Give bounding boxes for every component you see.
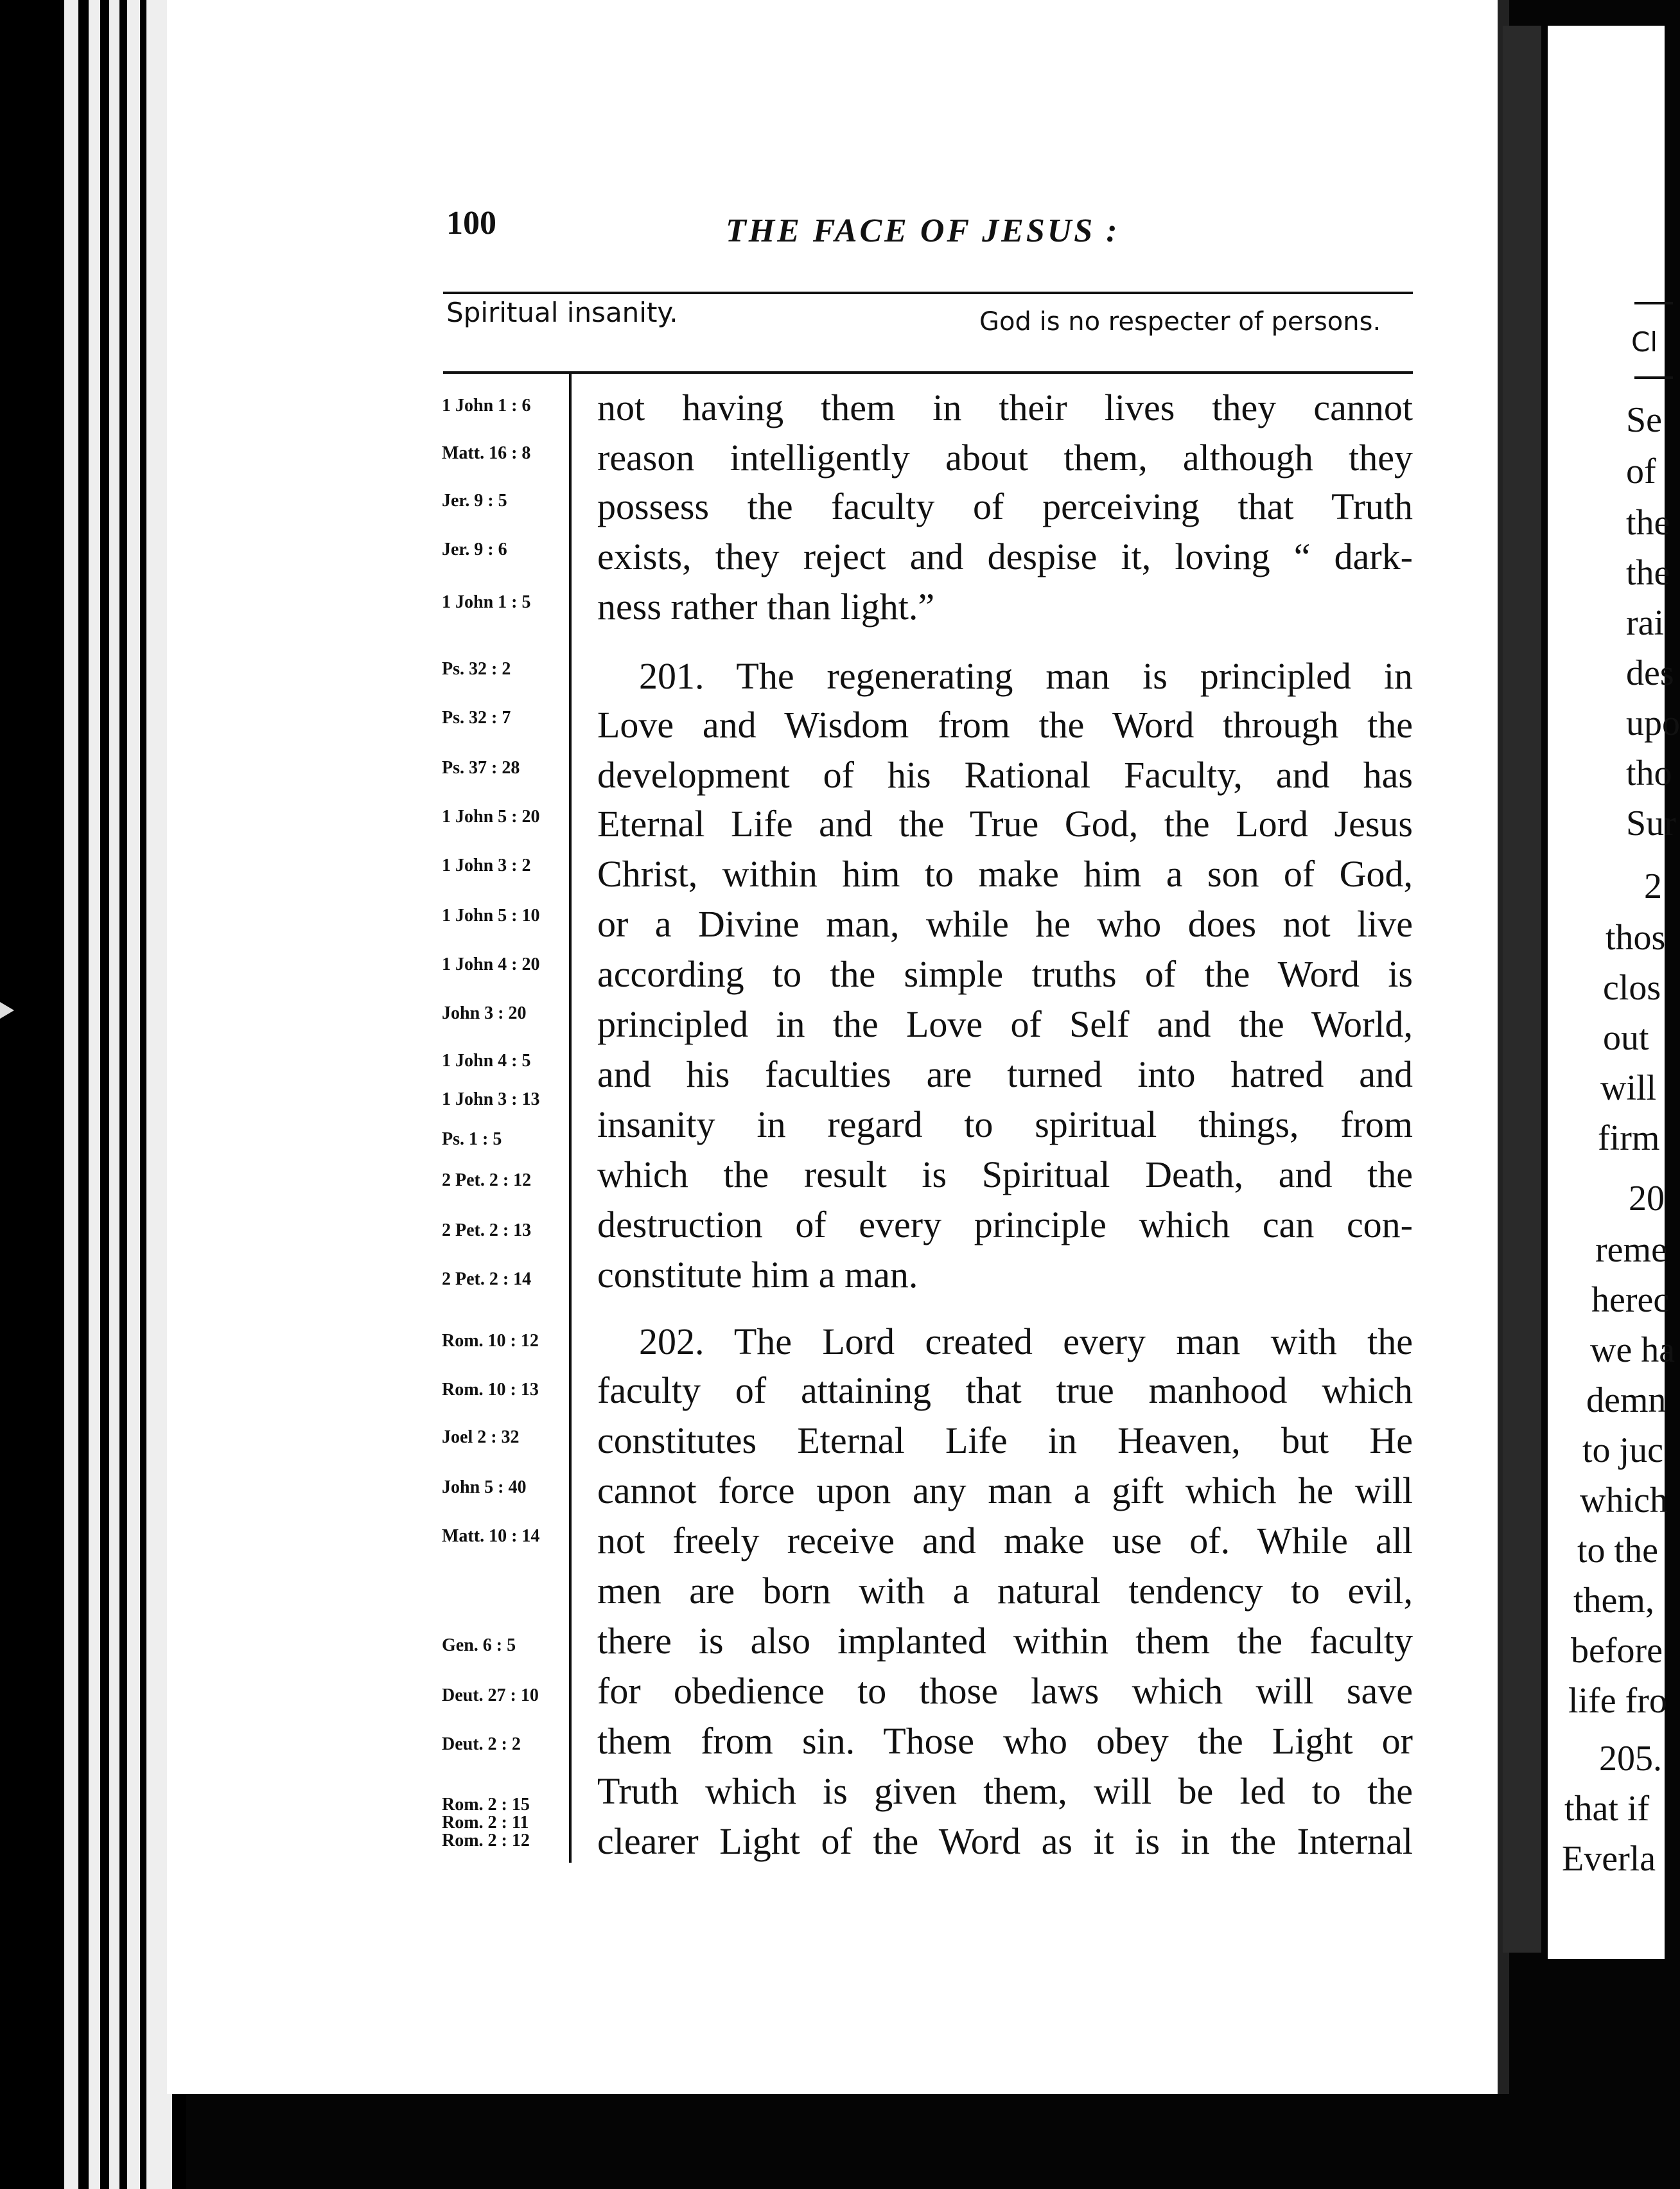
facing-page-line: reme — [1595, 1230, 1667, 1270]
header-rule-bottom — [443, 371, 1413, 374]
margin-reference: Ps. 32 : 7 — [442, 708, 511, 728]
facing-page-line: firm — [1598, 1118, 1660, 1158]
facing-page-rule — [1634, 376, 1673, 379]
facing-page-rule — [1634, 302, 1673, 304]
facing-page-line: Sur — [1626, 804, 1676, 843]
facing-page-line: 205. — [1599, 1739, 1662, 1779]
facing-page-line: of — [1626, 452, 1656, 491]
page-edges — [0, 0, 186, 2189]
facing-page-line: before — [1571, 1631, 1663, 1671]
body-line: insanity in regard to spiritual things, from — [597, 1103, 1413, 1145]
facing-page-line: them, — [1573, 1581, 1654, 1621]
facing-page-line: tho — [1626, 753, 1672, 793]
body-line: faculty of attaining that true manhood which — [597, 1369, 1413, 1411]
body-line: Love and Wisdom from the Word through the — [597, 704, 1413, 746]
margin-divider — [569, 373, 572, 1863]
body-line: Christ, within him to make him a son of God, — [597, 853, 1413, 895]
body-line: possess the faculty of perceiving that Truth — [597, 486, 1413, 527]
facing-page-line: demn — [1586, 1380, 1667, 1420]
body-line: exists, they reject and despise it, loving “ dark- — [597, 536, 1413, 577]
margin-reference: Matt. 10 : 14 — [442, 1526, 540, 1546]
facing-page-line: to juc — [1582, 1430, 1663, 1470]
facing-page-line: upo — [1626, 703, 1680, 743]
header-rule-top — [443, 292, 1413, 294]
margin-reference: 1 John 1 : 5 — [442, 592, 531, 612]
paragraph-201-line: 201. The regenerating man is principled in — [639, 655, 1413, 697]
facing-page-heading: Cl — [1631, 326, 1658, 358]
body-line: and his faculties are turned into hatred and — [597, 1053, 1413, 1095]
page-number: 100 — [446, 205, 496, 242]
facing-page-line: herec — [1591, 1280, 1670, 1320]
margin-reference: 1 John 4 : 20 — [442, 954, 540, 974]
right-subject-heading: God is no respecter of persons. — [979, 307, 1381, 337]
body-line: principled in the Love of Self and the World, — [597, 1003, 1413, 1045]
body-line: not having them in their lives they cannot — [597, 387, 1413, 428]
paragraph-202-line: 202. The Lord created every man with the — [639, 1321, 1413, 1362]
body-line: ness rather than light.” — [597, 586, 935, 628]
facing-page-line: the — [1626, 503, 1670, 543]
body-line: Eternal Life and the True God, the Lord Jesus — [597, 803, 1413, 845]
left-subject-heading: Spiritual insanity. — [446, 297, 678, 328]
margin-reference: Deut. 27 : 10 — [442, 1685, 539, 1705]
body-line: destruction of every principle which can con- — [597, 1204, 1413, 1245]
body-line: according to the simple truths of the Word is — [597, 953, 1413, 995]
body-line: constitutes Eternal Life in Heaven, but He — [597, 1420, 1413, 1461]
margin-reference: Ps. 32 : 2 — [442, 659, 511, 679]
margin-reference: 1 John 3 : 2 — [442, 856, 531, 875]
margin-reference: 1 John 4 : 5 — [442, 1051, 531, 1071]
margin-reference: Rom. 2 : 11 — [442, 1813, 529, 1833]
facing-page-line: life fro — [1568, 1681, 1667, 1721]
facing-page-line: Everla — [1562, 1839, 1656, 1879]
body-line: clearer Light of the Word as it is in the Internal — [597, 1820, 1413, 1862]
margin-reference: 2 Pet. 2 : 14 — [442, 1269, 532, 1289]
margin-reference: 1 John 5 : 10 — [442, 906, 540, 926]
margin-reference: 1 John 5 : 20 — [442, 807, 540, 827]
margin-reference: Joel 2 : 32 — [442, 1427, 520, 1447]
facing-page-line: 2 — [1644, 866, 1662, 906]
facing-page-line: that if — [1564, 1789, 1650, 1829]
facing-page-line: out — [1603, 1018, 1649, 1058]
body-line: reason intelligently about them, although they — [597, 437, 1413, 479]
body-line: which the result is Spiritual Death, and the — [597, 1154, 1413, 1195]
margin-reference: Jer. 9 : 5 — [442, 491, 507, 511]
body-line: men are born with a natural tendency to evil, — [597, 1570, 1413, 1612]
margin-reference: Jer. 9 : 6 — [442, 540, 507, 559]
facing-page-line: thos — [1606, 918, 1666, 958]
margin-reference: 1 John 1 : 6 — [442, 396, 531, 416]
facing-page-line: 20 — [1629, 1179, 1665, 1218]
facing-page-line: clos — [1603, 968, 1661, 1008]
margin-reference: Deut. 2 : 2 — [442, 1734, 521, 1754]
body-line: them from sin. Those who obey the Light or — [597, 1720, 1413, 1762]
margin-reference: 1 John 3 : 13 — [442, 1089, 540, 1109]
facing-page-line: will — [1600, 1068, 1657, 1108]
margin-reference: 2 Pet. 2 : 12 — [442, 1170, 532, 1190]
facing-page-line: to the — [1577, 1531, 1658, 1570]
facing-page-line: rai — [1626, 603, 1665, 643]
facing-page-line: the — [1626, 553, 1670, 593]
margin-reference: Matt. 16 : 8 — [442, 443, 531, 463]
facing-page-line: which — [1580, 1481, 1668, 1520]
body-line: Truth which is given them, will be led to the — [597, 1770, 1413, 1812]
body-line: development of his Rational Faculty, and has — [597, 754, 1413, 796]
body-line: cannot force upon any man a gift which he will — [597, 1470, 1413, 1511]
book-title: THE FACE OF JESUS : — [726, 213, 1120, 249]
facing-page-line: des — [1626, 653, 1674, 693]
margin-reference: Ps. 37 : 28 — [442, 758, 520, 778]
facing-page-line: we ha — [1590, 1330, 1676, 1370]
margin-reference: 2 Pet. 2 : 13 — [442, 1220, 532, 1240]
body-line: for obedience to those laws which will save — [597, 1670, 1413, 1712]
margin-reference: Rom. 2 : 15 — [442, 1795, 530, 1815]
body-line: there is also implanted within them the faculty — [597, 1620, 1413, 1662]
margin-reference: John 5 : 40 — [442, 1477, 527, 1497]
margin-reference: John 3 : 20 — [442, 1003, 527, 1023]
margin-reference: Ps. 1 : 5 — [442, 1129, 502, 1149]
margin-reference: Rom. 10 : 12 — [442, 1331, 539, 1351]
body-line: or a Divine man, while he who does not live — [597, 903, 1413, 945]
margin-reference: Gen. 6 : 5 — [442, 1635, 516, 1655]
margin-reference: Rom. 10 : 13 — [442, 1380, 539, 1400]
margin-reference: Rom. 2 : 12 — [442, 1831, 530, 1851]
gutter-shadow — [1503, 26, 1541, 1953]
facing-page-line: Se — [1626, 400, 1662, 440]
body-line: constitute him a man. — [597, 1254, 918, 1296]
body-line: not freely receive and make use of. While all — [597, 1520, 1413, 1561]
